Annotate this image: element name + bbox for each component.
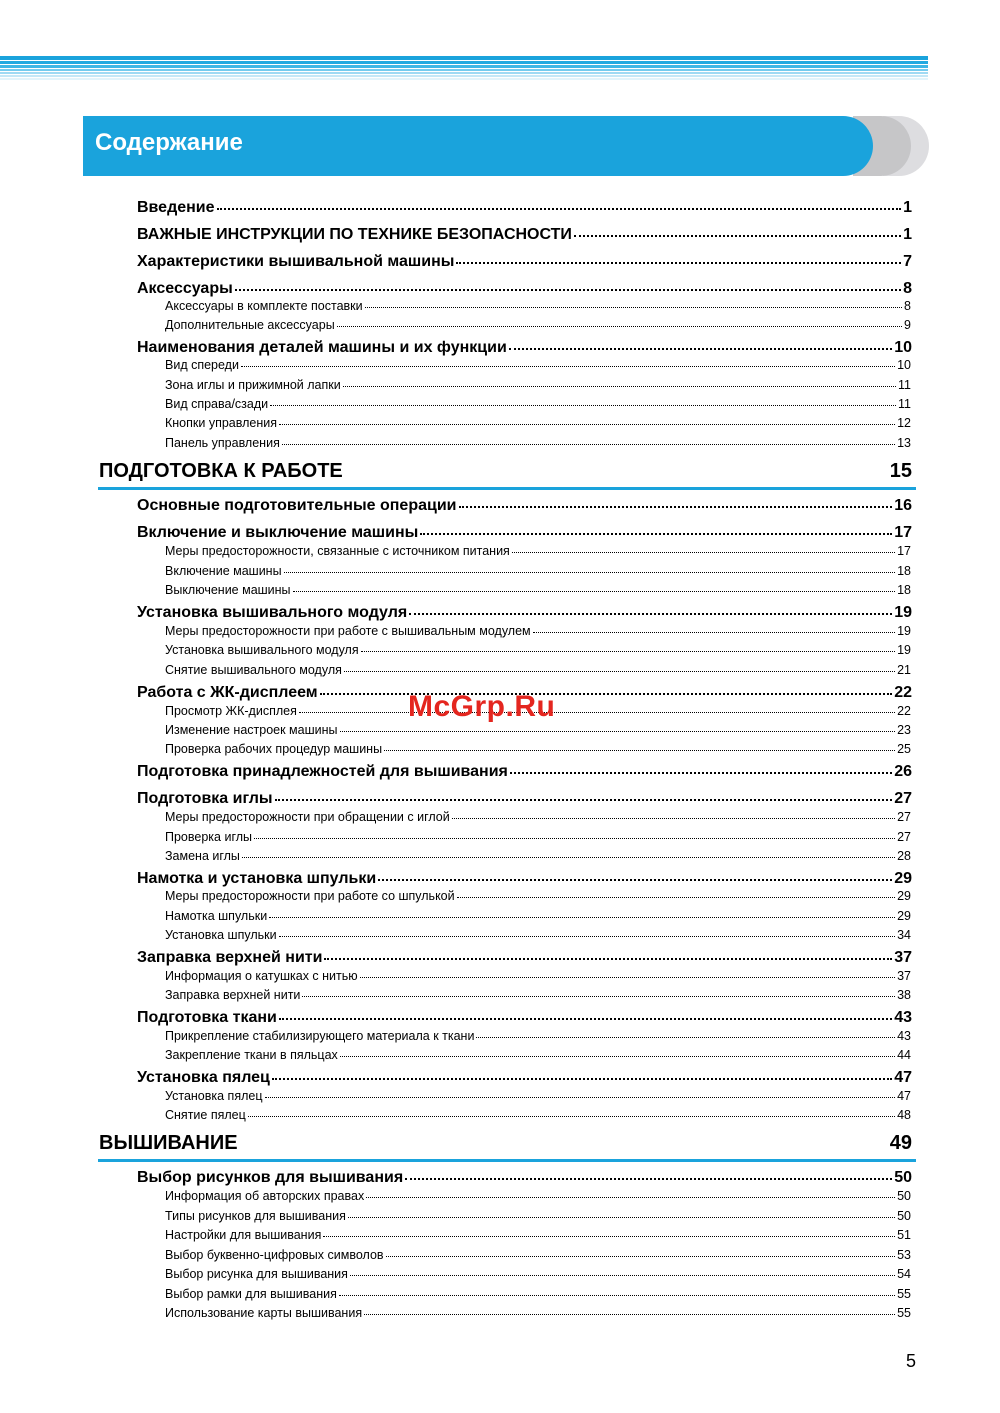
toc-entry-page: 54 — [897, 1267, 911, 1281]
leader-dots — [324, 958, 892, 960]
toc-subentry[interactable] — [165, 928, 911, 944]
toc-entry-label: Основные подготовительные операции — [137, 497, 457, 514]
leader-dots — [270, 405, 896, 406]
toc-entry[interactable] — [137, 1069, 912, 1089]
toc-entry-page: 13 — [897, 436, 911, 450]
leader-dots — [279, 424, 895, 425]
toc-entry-label: Снятие пялец — [165, 1108, 246, 1122]
toc-entry[interactable] — [137, 524, 912, 544]
toc-entry-page: 48 — [897, 1108, 911, 1122]
toc-entry-page: 47 — [897, 1089, 911, 1103]
section-title: ВЫШИВАНИЕ — [99, 1132, 238, 1154]
toc-subentry[interactable] — [165, 1248, 911, 1264]
toc-subentry[interactable] — [165, 564, 911, 580]
toc-subentry[interactable] — [165, 810, 911, 826]
leader-dots — [364, 1314, 895, 1315]
leader-dots — [476, 1037, 895, 1038]
toc-entry-label: Использование карты вышивания — [165, 1306, 363, 1320]
toc-subentry[interactable] — [165, 1108, 911, 1124]
toc-entry-page: 19 — [894, 604, 912, 621]
toc-entry-label: Типы рисунков для вышивания — [165, 1209, 346, 1223]
leader-dots — [343, 386, 896, 387]
toc-entry[interactable] — [137, 339, 912, 359]
toc-entry-label: Характеристики вышивальной машины — [137, 253, 455, 270]
toc-entry-page: 17 — [897, 544, 911, 558]
toc-entry-label: Подготовка ткани — [137, 1009, 277, 1026]
toc-entry-label: ВАЖНЫЕ ИНСТРУКЦИИ ПО ТЕХНИКЕ БЕЗОПАСНОСТИ — [137, 226, 572, 243]
toc-entry-label: Установка вышивального модуля — [165, 643, 359, 657]
toc-entry-page: 25 — [897, 742, 911, 756]
toc-subentry[interactable] — [165, 643, 911, 659]
leader-dots — [420, 533, 892, 535]
toc-subentry[interactable] — [165, 358, 911, 374]
leader-dots — [457, 897, 895, 898]
toc-subentry[interactable] — [165, 889, 911, 905]
toc-entry-label: Меры предосторожности при работе со шпулькой — [165, 889, 455, 903]
leader-dots — [340, 1056, 895, 1057]
toc-entry[interactable] — [137, 949, 912, 969]
toc-entry[interactable] — [137, 253, 912, 273]
toc-subentry[interactable] — [165, 436, 911, 452]
section-rule — [98, 1159, 916, 1162]
toc-subentry[interactable] — [165, 1048, 911, 1064]
toc-entry-label: Выбор буквенно-цифровых символов — [165, 1248, 384, 1262]
toc-entry-label: Введение — [137, 199, 215, 216]
toc-entry[interactable] — [137, 497, 912, 517]
toc-entry-page: 17 — [894, 524, 912, 541]
toc-entry-label: Выбор рамки для вышивания — [165, 1287, 337, 1301]
toc-subentry[interactable] — [165, 1306, 911, 1322]
toc-entry-page: 23 — [897, 723, 911, 737]
toc-entry-label: Вид справа/сзади — [165, 397, 269, 411]
toc-subentry[interactable] — [165, 849, 911, 865]
toc-entry-page: 10 — [897, 358, 911, 372]
leader-dots — [269, 917, 895, 918]
toc-subentry[interactable] — [165, 969, 911, 985]
toc-entry-page: 27 — [894, 790, 912, 807]
toc-entry-label: Подготовка иглы — [137, 790, 273, 807]
toc-entry-page: 7 — [903, 253, 912, 270]
toc-entry-label: Просмотр ЖК-дисплея — [165, 704, 297, 718]
toc-entry[interactable] — [137, 1169, 912, 1189]
leader-dots — [574, 235, 901, 237]
leader-dots — [320, 693, 893, 695]
leader-dots — [386, 1256, 896, 1257]
toc-subentry[interactable] — [165, 1228, 911, 1244]
page-number: 5 — [906, 1351, 917, 1371]
leader-dots — [254, 838, 895, 839]
toc-subentry[interactable] — [165, 1089, 911, 1105]
leader-dots — [293, 591, 896, 592]
leader-dots — [323, 1236, 895, 1237]
toc-entry-page: 21 — [897, 663, 911, 677]
toc-entry-page: 55 — [897, 1306, 911, 1320]
leader-dots — [302, 996, 895, 997]
toc-subentry[interactable] — [165, 416, 911, 432]
toc-entry-page: 1 — [903, 226, 912, 243]
section-page: 49 — [889, 1132, 912, 1154]
leader-dots — [409, 613, 892, 615]
section-heading[interactable] — [98, 460, 916, 490]
leader-dots — [284, 572, 896, 573]
toc-entry-label: Намотка и установка шпульки — [137, 870, 377, 887]
toc-entry-page: 43 — [894, 1009, 912, 1026]
toc-entry-page: 19 — [897, 643, 911, 657]
toc-entry-label: Меры предосторожности, связанные с источником питания — [165, 544, 510, 558]
toc-entry-label: Снятие вышивального модуля — [165, 663, 342, 677]
toc-entry[interactable] — [137, 226, 912, 246]
toc-subentry[interactable] — [165, 299, 911, 315]
toc-entry-page: 29 — [894, 870, 912, 887]
section-heading[interactable] — [98, 1132, 916, 1162]
leader-dots — [361, 651, 895, 652]
toc-entry-page: 27 — [897, 810, 911, 824]
toc-entry-page: 38 — [897, 988, 911, 1002]
toc-entry[interactable] — [137, 790, 912, 810]
toc-subentry[interactable] — [165, 909, 911, 925]
toc-entry-label: Панель управления — [165, 436, 280, 450]
toc-entry-label: Настройки для вышивания — [165, 1228, 322, 1242]
leader-dots — [337, 326, 902, 327]
toc-entry-label: Аксессуары в комплекте поставки — [165, 299, 363, 313]
toc-entry-label: Наименования деталей машины и их функции — [137, 339, 507, 356]
toc-entry-label: Кнопки управления — [165, 416, 278, 430]
section-rule — [98, 487, 916, 490]
leader-dots — [510, 772, 892, 774]
toc-entry-page: 27 — [897, 830, 911, 844]
leader-dots — [248, 1116, 895, 1117]
toc-entry-page: 50 — [897, 1189, 911, 1203]
toc-entry-page: 8 — [904, 299, 911, 313]
toc-entry-label: Работа с ЖК-дисплеем — [137, 684, 318, 701]
leader-dots — [509, 348, 892, 350]
toc-entry-label: Информация об авторских правах — [165, 1189, 365, 1203]
watermark: McGrp.Ru — [408, 690, 556, 723]
leader-dots — [350, 1275, 895, 1276]
toc-entry-label: Заправка верхней нити — [165, 988, 301, 1002]
leader-dots — [339, 1295, 895, 1296]
toc-entry[interactable] — [137, 870, 912, 890]
toc-entry-label: Зона иглы и прижимной лапки — [165, 378, 341, 392]
toc-entry-label: Установка вышивального модуля — [137, 604, 408, 621]
toc-entry-page: 29 — [897, 889, 911, 903]
toc-entry-page: 51 — [897, 1228, 911, 1242]
toc-entry-page: 19 — [897, 624, 911, 638]
leader-dots — [533, 632, 895, 633]
toc-entry-label: Проверка рабочих процедур машины — [165, 742, 383, 756]
toc-subentry[interactable] — [165, 1029, 911, 1045]
toc-entry-label: Замена иглы — [165, 849, 240, 863]
leader-dots — [366, 1197, 895, 1198]
toc-entry[interactable] — [137, 199, 912, 219]
toc-subentry[interactable] — [165, 318, 911, 334]
toc-entry-label: Информация о катушках с нитью — [165, 969, 358, 983]
toc-subentry[interactable] — [165, 723, 911, 739]
leader-dots — [340, 731, 896, 732]
toc-subentry[interactable] — [165, 397, 911, 413]
leader-dots — [365, 307, 902, 308]
leader-dots — [360, 977, 895, 978]
toc-entry-page: 34 — [897, 928, 911, 942]
toc-entry-page: 43 — [897, 1029, 911, 1043]
toc-entry-page: 11 — [898, 397, 911, 411]
toc-entry-page: 22 — [894, 684, 912, 701]
toc-entry-page: 11 — [898, 378, 911, 392]
leader-dots — [275, 799, 893, 801]
toc-entry-label: Включение машины — [165, 564, 282, 578]
leader-dots — [235, 289, 901, 291]
toc-entry-page: 50 — [894, 1169, 912, 1186]
toc-entry-page: 37 — [897, 969, 911, 983]
leader-dots — [217, 208, 902, 210]
toc-subentry[interactable] — [165, 1267, 911, 1283]
toc-entry-label: Меры предосторожности при работе с вышивальным модулем — [165, 624, 531, 638]
leader-dots — [512, 552, 895, 553]
leader-dots — [299, 712, 895, 713]
toc-entry-page: 18 — [897, 564, 911, 578]
toc-entry[interactable] — [137, 763, 912, 783]
toc-subentry[interactable] — [165, 1189, 911, 1205]
leader-dots — [405, 1178, 892, 1180]
toc-entry-page: 8 — [903, 280, 912, 297]
toc-subentry[interactable] — [165, 378, 911, 394]
toc-entry-page: 22 — [897, 704, 911, 718]
toc-entry-label: Установка шпульки — [165, 928, 277, 942]
toc-entry-page: 18 — [897, 583, 911, 597]
toc-entry-page: 50 — [897, 1209, 911, 1223]
toc-entry-label: Прикрепление стабилизирующего материала к ткани — [165, 1029, 475, 1043]
leader-dots — [282, 444, 895, 445]
leader-dots — [378, 879, 892, 881]
toc-entry-label: Закрепление ткани в пяльцах — [165, 1048, 338, 1062]
toc-entry-label: Подготовка принадлежностей для вышивания — [137, 763, 508, 780]
leader-dots — [265, 1097, 896, 1098]
page-title: Содержание — [95, 129, 243, 156]
toc-entry[interactable] — [137, 280, 912, 300]
toc-entry[interactable] — [137, 604, 912, 624]
toc-entry-page: 47 — [894, 1069, 912, 1086]
toc-entry[interactable] — [137, 1009, 912, 1029]
toc-subentry[interactable] — [165, 663, 911, 679]
leader-dots — [459, 506, 893, 508]
section-title: ПОДГОТОВКА К РАБОТЕ — [99, 460, 343, 482]
toc-entry-label: Намотка шпульки — [165, 909, 268, 923]
toc-entry-label: Аксессуары — [137, 280, 233, 297]
toc-entry-page: 28 — [897, 849, 911, 863]
toc-entry-label: Выбор рисунка для вышивания — [165, 1267, 348, 1281]
toc-subentry[interactable] — [165, 988, 911, 1004]
leader-dots — [241, 366, 895, 367]
toc-entry-label: Изменение настроек машины — [165, 723, 338, 737]
toc-entry-label: Выключение машины — [165, 583, 291, 597]
toc-entry-label: Заправка верхней нити — [137, 949, 323, 966]
toc-subentry[interactable] — [165, 830, 911, 846]
toc-entry-page: 9 — [904, 318, 911, 332]
section-page: 15 — [889, 460, 912, 482]
toc-entry-label: Проверка иглы — [165, 830, 253, 844]
contents-header — [83, 116, 929, 176]
toc-subentry[interactable] — [165, 624, 911, 640]
toc-entry-page: 55 — [897, 1287, 911, 1301]
toc-entry-page: 12 — [897, 416, 911, 430]
toc-entry-page: 1 — [903, 199, 912, 216]
toc-subentry[interactable] — [165, 544, 911, 560]
toc-entry-label: Включение и выключение машины — [137, 524, 419, 541]
leader-dots — [344, 671, 895, 672]
leader-dots — [242, 857, 895, 858]
toc-subentry[interactable] — [165, 1209, 911, 1225]
leader-dots — [279, 936, 896, 937]
top-decorative-stripes — [0, 56, 928, 82]
toc-entry-page: 44 — [897, 1048, 911, 1062]
leader-dots — [384, 750, 895, 751]
toc-subentry[interactable] — [165, 1287, 911, 1303]
toc-entry-page: 26 — [894, 763, 912, 780]
toc-entry-label: Установка пялец — [137, 1069, 270, 1086]
toc-entry-label: Вид спереди — [165, 358, 239, 372]
leader-dots — [348, 1217, 895, 1218]
leader-dots — [272, 1078, 892, 1080]
toc-entry-label: Меры предосторожности при обращении с иглой — [165, 810, 450, 824]
leader-dots — [456, 262, 901, 264]
toc-entry-page: 53 — [897, 1248, 911, 1262]
toc-entry-page: 10 — [894, 339, 912, 356]
toc-entry-page: 16 — [894, 497, 912, 514]
toc-entry-label: Выбор рисунков для вышивания — [137, 1169, 404, 1186]
toc-entry-page: 29 — [897, 909, 911, 923]
leader-dots — [452, 818, 895, 819]
toc-subentry[interactable] — [165, 742, 911, 758]
toc-entry-page: 37 — [894, 949, 912, 966]
leader-dots — [279, 1018, 892, 1020]
toc-entry-label: Дополнительные аксессуары — [165, 318, 335, 332]
toc-subentry[interactable] — [165, 583, 911, 599]
toc-entry-label: Установка пялец — [165, 1089, 263, 1103]
